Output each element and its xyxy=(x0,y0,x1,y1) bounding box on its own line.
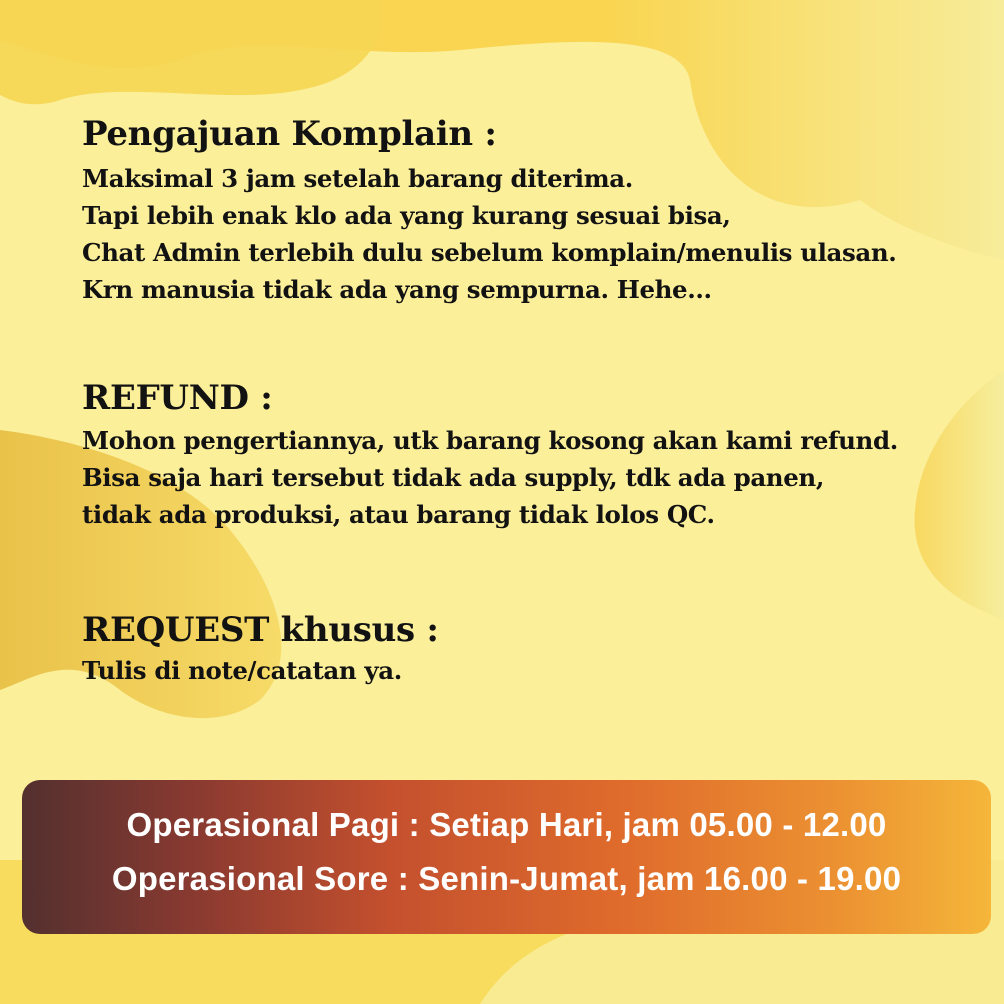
refund-line: tidak ada produksi, atau barang tidak lolos QC. xyxy=(82,500,715,529)
morning-hours: Operasional Pagi : Setiap Hari, jam 05.00 - 12.00 xyxy=(126,806,887,843)
refund-body xyxy=(82,422,898,533)
operating-hours-banner xyxy=(22,780,991,934)
request-line: Tulis di note/catatan ya. xyxy=(82,656,402,685)
top-left-blob xyxy=(0,0,382,104)
evening-hours: Operasional Sore : Senin-Jumat, jam 16.00 - 19.00 xyxy=(111,860,902,897)
right-blob xyxy=(915,370,1004,620)
complaint-line: Tapi lebih enak klo ada yang kurang sesuai bisa, xyxy=(82,201,731,230)
complaint-title: Pengajuan Komplain : xyxy=(82,114,497,154)
refund-line: Mohon pengertiannya, utk barang kosong akan kami refund. xyxy=(82,426,898,455)
request-body xyxy=(82,652,402,689)
complaint-line: Krn manusia tidak ada yang sempurna. Hehe... xyxy=(82,275,712,304)
request-title: REQUEST khusus : xyxy=(82,610,439,650)
complaint-line: Chat Admin terlebih dulu sebelum komplain/menulis ulasan. xyxy=(82,238,897,267)
refund-line: Bisa saja hari tersebut tidak ada supply, tdk ada panen, xyxy=(82,463,824,492)
complaint-line: Maksimal 3 jam setelah barang diterima. xyxy=(82,164,633,193)
refund-title: REFUND : xyxy=(82,378,273,418)
complaint-body xyxy=(82,160,896,308)
